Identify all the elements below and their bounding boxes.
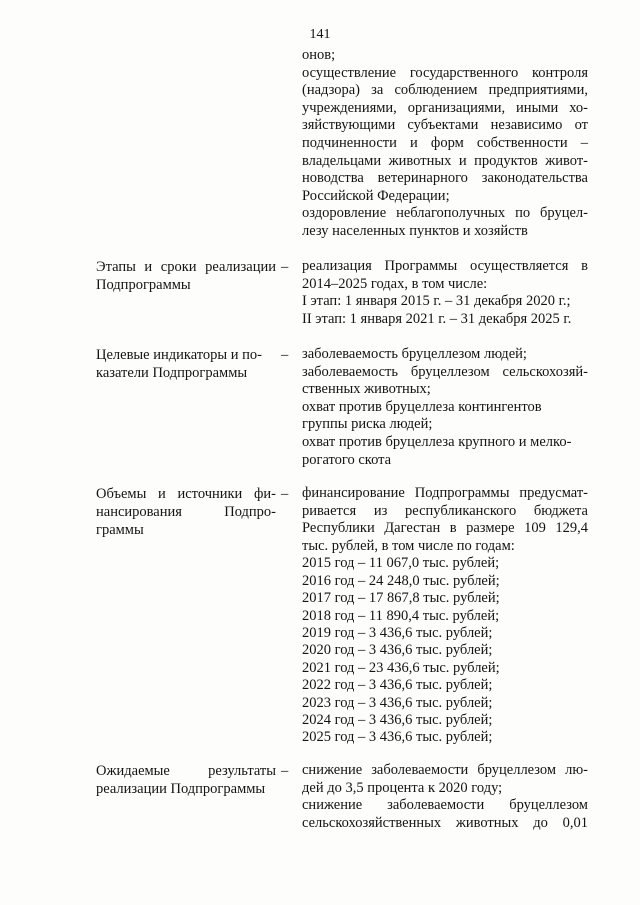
section-dash: – [281, 486, 289, 502]
funding-year-item: 2015 год – 11 067,0 тыс. рублей; [302, 555, 500, 572]
section-text [302, 346, 588, 469]
text-line: II этап: 1 января 2021 г. – 31 декабря 2025 г. [302, 310, 572, 327]
text-line: зяйствующими субъектами независимо от [302, 117, 588, 134]
section-dash: – [281, 347, 289, 363]
page-number: 141 [309, 27, 331, 42]
label-line: Объемы и источники фи- [96, 486, 276, 502]
label-line: граммы [96, 522, 144, 538]
section-text [302, 762, 588, 832]
funding-year-item: 2017 год – 17 867,8 тыс. рублей; [302, 590, 500, 607]
text-line: 2014–2025 годах, в том числе: [302, 275, 488, 292]
section-text [302, 258, 588, 328]
funding-year-item: 2018 год – 11 890,4 тыс. рублей; [302, 607, 500, 624]
text-line: ривается из республиканского бюджета [302, 502, 588, 519]
section-label [96, 762, 276, 798]
text-line: тыс. рублей, в том числе по годам: [302, 537, 515, 554]
text-line: новодства ветеринарного законодательства [302, 170, 588, 187]
label-line: реализации Подпрограммы [96, 781, 266, 797]
text-line: оздоровление неблагополучных по бруцел- [302, 205, 588, 222]
text-line: заболеваемость бруцеллезом сельскохозяй- [302, 363, 588, 380]
funding-year-item: 2021 год – 23 436,6 тыс. рублей; [302, 659, 500, 676]
text-line: финансирование Подпрограммы предусмат- [302, 485, 588, 501]
funding-year-item: 2023 год – 3 436,6 тыс. рублей; [302, 694, 493, 711]
text-line: снижение заболеваемости бруцеллезом лю- [302, 762, 588, 778]
text-line: Республики Дагестан в размере 109 129,4 [302, 520, 588, 537]
text-line: рогатого скота [302, 451, 392, 468]
text-line: (надзора) за соблюдением предприятиями, [302, 82, 588, 99]
label-line: нансирования Подпро- [96, 504, 276, 520]
text-line: лезу населенных пунктов и хозяйств [302, 222, 528, 239]
text-line: онов; [302, 47, 336, 63]
text-line: Российской Федерации; [302, 187, 450, 204]
section-dash: – [281, 259, 289, 275]
continuation-text [302, 47, 588, 241]
text-line: заболеваемость бруцеллезом людей; [302, 346, 527, 362]
funding-year-item: 2019 год – 3 436,6 тыс. рублей; [302, 624, 493, 641]
text-line: подчиненности и форм собственности – [302, 134, 588, 151]
text-line: ственных животных; [302, 381, 431, 398]
section-label [96, 485, 276, 539]
funding-year-item: 2022 год – 3 436,6 тыс. рублей; [302, 677, 493, 694]
text-line: учреждениями, организациями, иными хо- [302, 99, 588, 116]
section-label [96, 258, 276, 294]
text-line: осуществление государственного контроля [302, 64, 588, 81]
text-line: охват против бруцеллеза контингентов [302, 398, 542, 415]
text-line: реализация Программы осуществляется в [302, 258, 588, 274]
label-line: казатели Подпрограммы [96, 365, 248, 381]
section-label [96, 346, 276, 382]
label-line: Ожидаемые результаты [96, 763, 276, 779]
label-line: Подпрограммы [96, 277, 191, 293]
section-text [302, 485, 588, 747]
text-line: дей до 3,5 процента к 2020 году; [302, 779, 503, 796]
label-line: Целевые индикаторы и по- [96, 347, 263, 363]
label-line: Этапы и сроки реализации [96, 259, 276, 275]
text-line: сельскохозяйственных животных до 0,01 [302, 814, 588, 831]
text-line: владельцами животных и продуктов живот- [302, 152, 588, 169]
funding-year-item: 2024 год – 3 436,6 тыс. рублей; [302, 711, 493, 728]
funding-by-year-list [302, 555, 588, 746]
funding-year-item: 2025 год – 3 436,6 тыс. рублей; [302, 729, 493, 746]
text-line: охват против бруцеллеза крупного и мелко- [302, 433, 572, 450]
section-dash: – [281, 763, 289, 779]
text-line: группы риска людей; [302, 416, 433, 433]
funding-year-item: 2016 год – 24 248,0 тыс. рублей; [302, 572, 500, 589]
text-line: снижение заболеваемости бруцеллезом [302, 797, 588, 814]
text-line: I этап: 1 января 2015 г. – 31 декабря 2020 г.; [302, 293, 571, 310]
funding-year-item: 2020 год – 3 436,6 тыс. рублей; [302, 642, 493, 659]
